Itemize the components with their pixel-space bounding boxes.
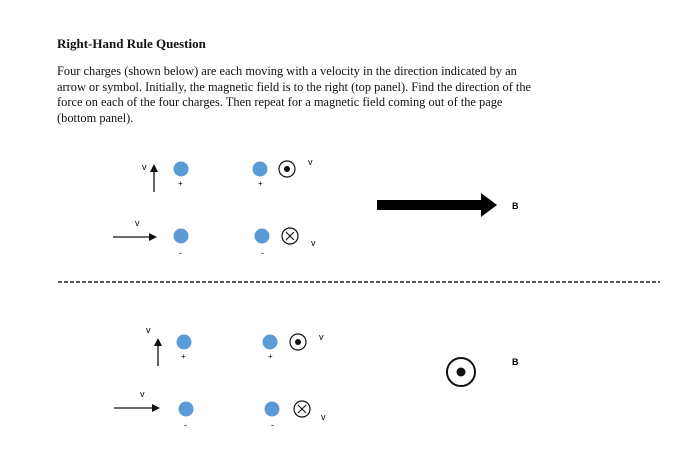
top-charge-4: [255, 228, 317, 258]
charge-dot: [174, 162, 189, 177]
field-label: B: [512, 357, 519, 367]
charge-dot: [265, 402, 280, 417]
question-title: Right-Hand Rule Question: [57, 36, 206, 51]
charge-sign: +: [268, 352, 273, 361]
dot-in-circle-icon: [290, 334, 306, 350]
charge-sign: -: [179, 248, 182, 258]
charge-dot: [255, 229, 270, 244]
top-charge-1: [142, 162, 189, 193]
charge-sign: +: [181, 352, 186, 361]
charge-dot: [177, 335, 192, 350]
x-in-circle-icon: [294, 401, 310, 417]
charge-sign: -: [184, 420, 187, 430]
velocity-label: v: [142, 162, 147, 172]
charge-sign: -: [271, 420, 274, 430]
top-charge-2: [253, 157, 314, 188]
x-in-circle-icon: [282, 228, 298, 244]
paragraph-line-1: Four charges (shown below) are each moving with a velocity in the direction indicated by an: [57, 64, 517, 78]
charge-dot: [179, 402, 194, 417]
bottom-charge-1: [146, 325, 192, 366]
bottom-charge-2: [263, 332, 325, 361]
top-charge-3: [113, 218, 189, 258]
charge-sign: +: [258, 179, 263, 188]
velocity-label: v: [311, 238, 316, 248]
velocity-label: v: [140, 389, 145, 399]
bottom-field-symbol: [447, 357, 519, 386]
bottom-charge-4: [265, 401, 327, 430]
field-label: B: [512, 201, 519, 211]
paragraph-line-2: arrow or symbol. Initially, the magnetic field is to the right (top panel). Find the direction of the: [57, 79, 532, 94]
charge-sign: +: [178, 179, 183, 188]
charge-sign: -: [261, 248, 264, 258]
bottom-panel: [114, 325, 519, 430]
velocity-label: v: [135, 218, 140, 228]
dot-in-circle-icon: [279, 161, 295, 177]
velocity-label: v: [308, 157, 313, 167]
thick-right-arrow-icon: [377, 193, 497, 217]
paragraph-line-4: (bottom panel).: [57, 110, 134, 125]
top-field-arrow: [377, 193, 519, 217]
velocity-label: v: [146, 325, 151, 335]
top-panel: [113, 157, 519, 258]
charge-dot: [253, 162, 268, 177]
velocity-label: v: [321, 412, 326, 422]
paragraph-line-3: force on each of the four charges. Then repeat for a magnetic field coming out of the page: [57, 95, 503, 109]
dot-in-circle-icon: [447, 358, 475, 386]
charge-dot: [263, 335, 278, 350]
bottom-charge-3: [114, 389, 194, 430]
charge-dot: [174, 229, 189, 244]
velocity-label: v: [319, 332, 324, 342]
